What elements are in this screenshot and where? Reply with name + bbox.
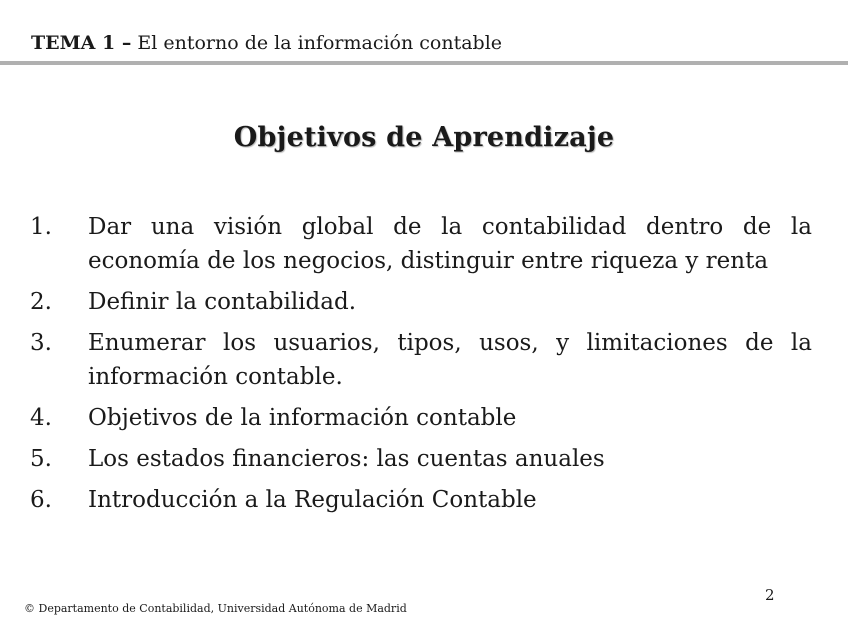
item-text: Objetivos de la información contable — [88, 405, 517, 431]
item-text: Definir la contabilidad. — [88, 289, 357, 315]
list-item — [30, 326, 812, 394]
topic-label: TEMA 1 – — [31, 32, 132, 54]
list-item — [30, 442, 812, 476]
item-number: 1. — [30, 214, 52, 240]
slide-header — [31, 31, 502, 55]
header-divider — [0, 61, 848, 65]
item-number: 3. — [30, 330, 52, 356]
list-item — [30, 401, 812, 435]
page-number: 2 — [765, 586, 775, 604]
list-item — [30, 210, 812, 278]
item-text: Enumerar los usuarios, tipos, usos, y limitaciones de la información contable. — [88, 330, 812, 390]
slide-title: Objetivos de Aprendizaje — [233, 122, 615, 153]
item-number: 2. — [30, 289, 52, 315]
item-text: Dar una visión global de la contabilidad dentro de la economía de los negocios, distinguir entre riqueza y renta — [88, 214, 812, 274]
item-number: 6. — [30, 487, 52, 513]
objectives-list — [30, 210, 812, 524]
copyright-footer: © Departamento de Contabilidad, Universidad Autónoma de Madrid — [24, 602, 407, 615]
list-item — [30, 285, 812, 319]
item-text: Los estados financieros: las cuentas anuales — [88, 446, 605, 472]
item-number: 5. — [30, 446, 52, 472]
list-item — [30, 483, 812, 517]
item-number: 4. — [30, 405, 52, 431]
item-text: Introducción a la Regulación Contable — [88, 487, 537, 513]
topic-subtitle: El entorno de la información contable — [137, 32, 503, 54]
